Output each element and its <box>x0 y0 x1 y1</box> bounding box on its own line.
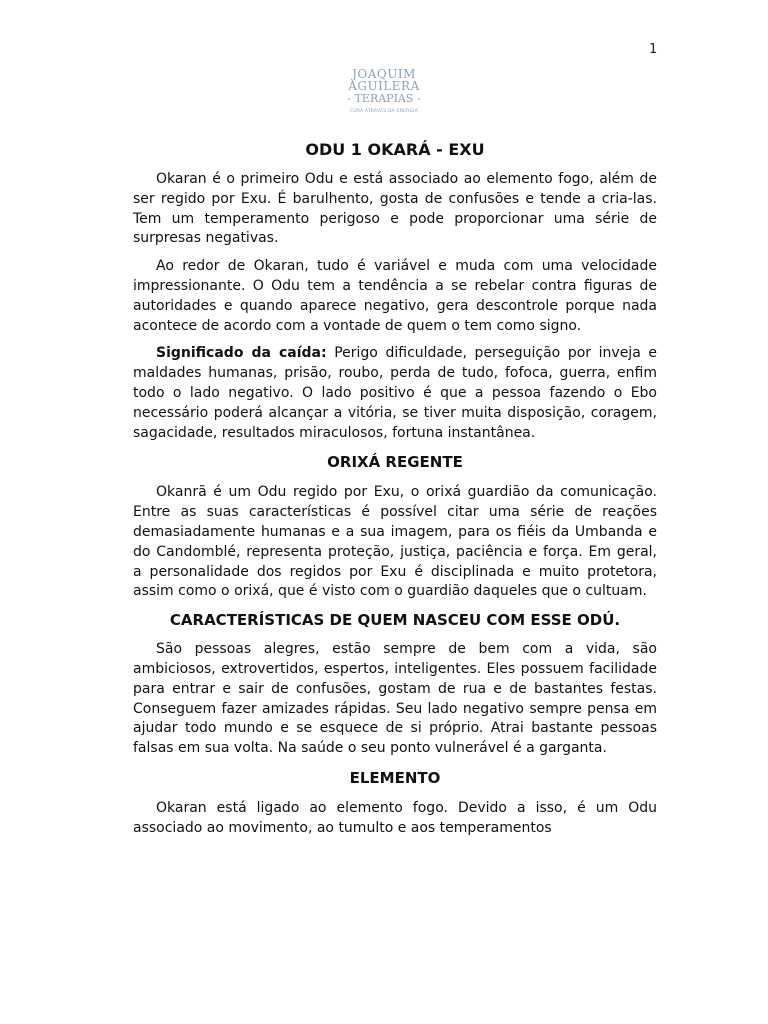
heading-caracteristicas: CARACTERÍSTICAS DE QUEM NASCEU COM ESSE ODÚ. <box>169 611 621 630</box>
page-number: 1 <box>649 42 658 57</box>
paragraph-elemento: Okaran está ligado ao elemento fogo. Devido a isso, é um Odu associado ao movimento, ao tumulto e aos temperamentos <box>133 799 657 836</box>
heading-elemento: ELEMENTO <box>349 768 441 787</box>
logo-line-1: JOAQUIM <box>352 67 416 81</box>
logo-line-3: - TERAPIAS - <box>347 92 421 105</box>
company-logo <box>344 60 424 126</box>
paragraph-okaran: Ao redor de Okaran, tudo é variável e muda com uma velocidade impressionante. O Odu tem a tendência a se rebelar contra figuras de autoridades e quando aparece negativo, gera descontrole porque nada acontece de acordo com a vontade de quem o tem como signo. <box>133 258 657 334</box>
significado-text: Perigo dificuldade, perseguição por inveja e maldades humanas, prisão, roubo, perda de tudo, fofoca, guerra, enfim todo o lado negativo. O lado positivo é que a pessoa fazendo o Ebo necessário poderá alcançar a vitória, se tiver muita disposição, coragem, sagacidade, resultados miraculosos, fortuna instantânea. <box>133 345 657 441</box>
heading-orixa-regente: ORIXÁ REGENTE <box>327 453 463 472</box>
paragraph-caracteristicas: São pessoas alegres, estão sempre de bem com a vida, são ambiciosos, extrovertidos, espertos, inteligentes. Eles possuem facilidade para entrar e sair de confusões, gostam de rua e de bastantes festas. Conseguem fazer amizades rápidas. Seu lado negativo sempre pensa em ajudar todo mundo e se esquece de si próprio. Atrai bastante pessoas falsas em sua volta. Na saúde o seu ponto vulnerável é a garganta. <box>133 641 657 757</box>
document-title: ODU 1 OKARÁ - EXU <box>305 140 485 159</box>
paragraph-orixa: Okanrã é um Odu regido por Exu, o orixá guardião da comunicação. Entre as suas características é possível citar uma série de reações demasiadamente humanas e a sua imagem, para os fiéis da Umbanda e do Candomblé, representa proteção, justiça, paciência e força. Em geral, a personalidade dos regidos por Exu é disciplinada e muito protetora, assim como o orixá, que é visto com o guardião daqueles que o cultuam. <box>133 484 657 600</box>
logo-line-2: AGUILERA <box>348 79 420 93</box>
paragraph-intro: Okaran é o primeiro Odu e está associado ao elemento fogo, além de ser regido por Exu. É barulhento, gosta de confusões e tende a cria-las. Tem um temperamento perigoso e pode proporcionar uma série de surpresas negativas. <box>133 171 657 247</box>
paragraph-significado <box>133 344 657 443</box>
logo-tagline: CURA ATRAVÉS DA ENERGIA <box>350 109 418 114</box>
document-body <box>133 138 657 839</box>
significado-label: Significado da caída: <box>156 345 327 362</box>
